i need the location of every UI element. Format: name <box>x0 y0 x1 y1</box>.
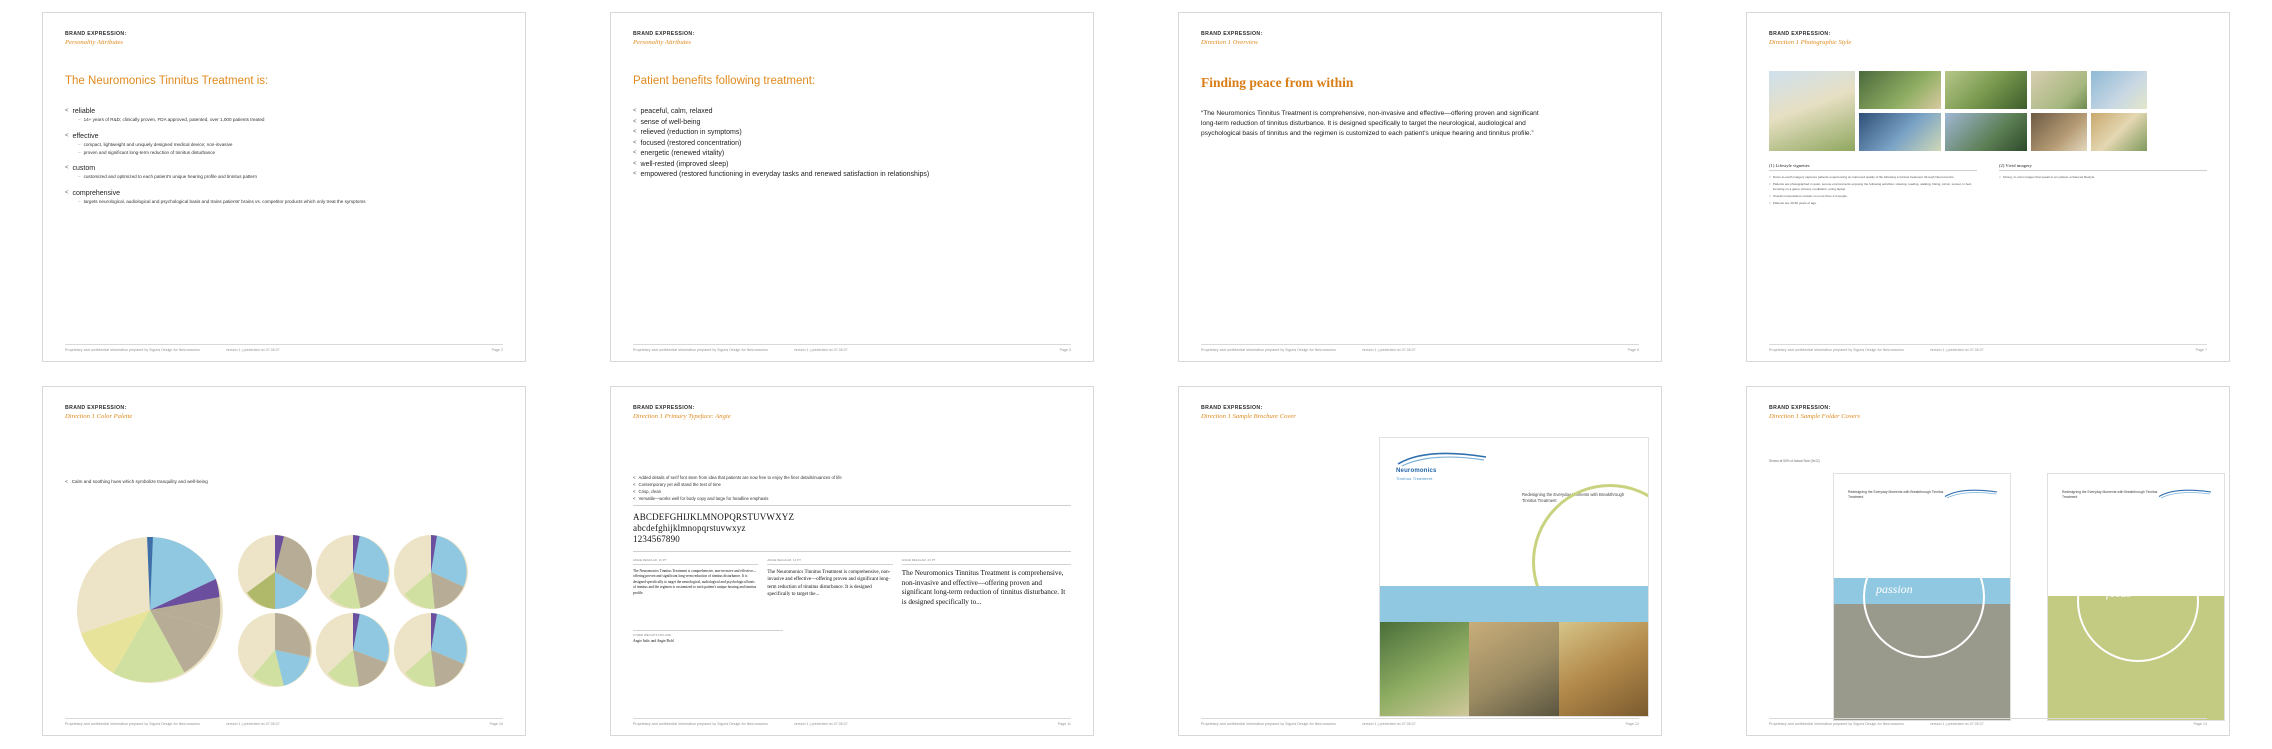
bullet-icon: < <box>633 160 637 167</box>
slide-page <box>1178 12 1662 362</box>
attribute-sub: – customized and optimized to each patient's unique hearing profile and tinnitus pattern <box>78 174 258 180</box>
attribute-group <box>65 165 501 181</box>
brand-label: BRAND EXPRESSION: <box>1201 405 1263 411</box>
slide-sample-brochure-cover[interactable] <box>1136 374 1704 748</box>
photo-thumbnail <box>1859 71 1941 109</box>
slide-footer <box>1201 718 1639 726</box>
folder-tagline: Redesigning the Everyday Moments with Breakthrough Tinnitus Treatment <box>1848 490 1944 500</box>
slide-page <box>610 12 1094 362</box>
section-label: Direction 1 Photographic Style <box>1769 39 1852 46</box>
decorative-circle <box>1863 536 1985 658</box>
bullet-icon: < <box>633 139 637 146</box>
benefit-item: < relieved (reduction in symptoms) <box>633 129 742 136</box>
photo-thumbnail <box>2091 113 2147 151</box>
photo-thumbnail <box>2091 71 2147 109</box>
brand-label: BRAND EXPRESSION: <box>65 405 127 411</box>
slide-page <box>1746 386 2230 736</box>
page-number: Page 12 <box>1625 722 1639 726</box>
slide-page <box>1178 386 1662 736</box>
pie-chart-variant-2 <box>316 535 390 609</box>
caption-column-lifestyle <box>1769 163 1977 208</box>
pie-chart-variant-6 <box>394 613 468 687</box>
sample-text: The Neuromonics Tinnitus Treatment is comprehensive, non-invasive and effective—offering proven and significant long-term reduction of tinnitus disturbance. It is designed specifically to target the neurological, audiological and psychological basis of tinnitus and the regimen is customized to each patient's unique hearing and tinnitus profile. <box>633 569 757 595</box>
brand-label: BRAND EXPRESSION: <box>1769 31 1831 37</box>
page-title: The Neuromonics Tinnitus Treatment is: <box>65 75 269 87</box>
sample-column <box>902 559 1071 608</box>
page-number: Page 11 <box>1057 722 1071 726</box>
caption-row <box>1769 163 2207 208</box>
footer-version: version 1 | presented on 07.05.07 <box>793 348 848 352</box>
section-label: Personality Attributes <box>633 39 691 46</box>
slide-footer <box>1769 718 2207 726</box>
footer-version: version 1 | presented on 07.05.07 <box>1361 348 1416 352</box>
bullet-icon: < <box>65 108 69 114</box>
brochure-top <box>1380 438 1648 586</box>
photo-thumbnail <box>1859 113 1941 151</box>
attribute-group <box>65 108 501 124</box>
bullet-icon: < <box>65 165 69 172</box>
palette-pie-variant <box>394 613 468 687</box>
benefit-item: < well-rested (improved sleep) <box>633 160 729 168</box>
photo-thumbnail <box>2031 71 2087 109</box>
dash-icon: – <box>78 141 81 147</box>
page-title: Patient benefits following treatment: <box>633 75 816 87</box>
brochure-keyword: focus <box>1574 536 1610 555</box>
photo-grid <box>1769 71 2147 151</box>
slide-direction1-overview[interactable] <box>1136 0 1704 374</box>
decorative-circle <box>2077 540 2199 662</box>
slide-header <box>1769 31 1851 46</box>
caption-bullet: < Down-to-earth imagery captures patients experiencing an improved quality of life following a tinnitus treatment through Neuromonics. <box>1769 175 1955 179</box>
footer-version: version 1 | presented on 07.05.07 <box>225 348 280 352</box>
slide-header <box>1201 405 1296 420</box>
attribute-sub: – compact, lightweight and uniquely designed medical device; non-invasive <box>78 141 233 147</box>
footer-version: version 1 | presented on 07.05.07 <box>793 722 848 726</box>
photo-column <box>1945 71 2027 151</box>
caption-title: (2) Vivid imagery <box>1999 163 2207 171</box>
slide-personality-attributes-1[interactable] <box>0 0 568 374</box>
attribute-sub: – targets neurological, audiological and psychological basis and trains patients' brains vs. competitor products which only treat the symptoms <box>78 199 366 205</box>
slide-header <box>1201 31 1263 46</box>
footer-version: version 1 | presented on 07.05.07 <box>225 722 280 726</box>
slide-header <box>1769 405 1860 420</box>
slide-footer <box>633 718 1071 726</box>
benefit-item: < sense of well-being <box>633 118 701 126</box>
brand-label: BRAND EXPRESSION: <box>633 31 695 37</box>
specimen-numerals: 1234567890 <box>633 534 680 544</box>
brand-label: BRAND EXPRESSION: <box>65 31 127 37</box>
typeface-size-samples <box>633 559 1071 608</box>
footer-confidentiality: Proprietary and confidential information prepared by Siguris Design for Neuromonics <box>65 722 200 726</box>
palette-variants <box>238 535 468 687</box>
caption-bullet: < Patients are 40-60 years of age. <box>1769 201 1817 206</box>
photo-column <box>1769 71 1855 151</box>
slide-page <box>1746 12 2230 362</box>
footer-confidentiality: Proprietary and confidential information prepared by Siguris Design for Neuromonics <box>633 348 768 352</box>
footer-confidentiality: Proprietary and confidential information prepared by Siguris Design for Neuromonics <box>1769 348 1904 352</box>
slide-footer <box>65 718 503 726</box>
palette-pie-variant <box>238 613 312 687</box>
attribute-title: custom <box>72 165 96 173</box>
dash-icon: – <box>78 117 81 122</box>
benefit-list <box>633 108 1069 182</box>
sample-column <box>633 559 758 608</box>
footer-confidentiality: Proprietary and confidential information prepared by Siguris Design for Neuromonics <box>633 722 768 726</box>
attribute-item <box>65 190 501 197</box>
typeface-bullet: < Contemporary yet will stand the test of time <box>633 481 721 487</box>
palette-pie-variant <box>316 613 390 687</box>
bullet-icon: < <box>633 481 636 487</box>
footer-version: version 1 | presented on 07.05.07 <box>1929 348 1984 352</box>
attribute-item <box>65 108 501 115</box>
footer-version: version 1 | presented on 07.05.07 <box>1361 722 1416 726</box>
palette-pie-variant <box>238 535 312 609</box>
pie-chart-variant-5 <box>316 613 390 687</box>
folder-keyword: passion <box>1876 582 1913 596</box>
brochure-color-band <box>1380 586 1648 622</box>
photo-column <box>1859 71 1941 151</box>
section-label: Direction 1 Color Palette <box>65 413 133 420</box>
photo-thumbnail <box>1559 622 1648 716</box>
caption-column-vivid <box>1999 163 2207 208</box>
bullet-icon: < <box>65 132 69 139</box>
folder-cover-passion <box>1833 473 2011 721</box>
footer-confidentiality: Proprietary and confidential information prepared by Siguris Design for Neuromonics <box>1201 722 1336 726</box>
dash-icon: – <box>78 174 81 180</box>
sample-text: The Neuromonics Tinnitus Treatment is comprehensive, non-invasive and effective—offering proven and significant long-term reduction of tinnitus disturbance. It is designed specifically to... <box>901 569 1066 607</box>
bullet-icon: < <box>1769 201 1771 206</box>
palette-pie-variant <box>316 535 390 609</box>
overview-quote: “The Neuromonics Tinnitus Treatment is comprehensive, non-invasive and effective—offering proven and significant long-term reduction of tinnitus disturbance. It is designed specifically to target the neurological, audiological and psychological basis of tinnitus and the regimen is customized to each patient's unique hearing and tinnitus profile.” <box>1201 110 1539 138</box>
sample-text: The Neuromonics Tinnitus Treatment is comprehensive, non-invasive and effective—offering proven and significant long-term reduction of tinnitus disturbance. It is designed specifically to target the... <box>767 570 891 597</box>
typeface-rationale <box>633 475 1071 503</box>
bullet-icon: < <box>633 108 637 114</box>
benefit-item: < empowered (restored functioning in everyday tasks and renewed satisfaction in relationships) <box>633 171 930 178</box>
slide-primary-typeface[interactable] <box>568 374 1136 748</box>
palette-note: < Calm and soothing hues which symbolize tranquility and well-being <box>65 479 208 484</box>
typeface-specimen <box>633 505 1071 552</box>
specimen-uppercase: ABCDEFGHIJKLMNOPQRSTUVWXYZ <box>633 512 795 522</box>
brand-label: BRAND EXPRESSION: <box>1769 405 1831 411</box>
bullet-icon: < <box>633 495 636 501</box>
dash-icon: – <box>78 149 81 155</box>
pie-chart-variant-1 <box>238 535 312 609</box>
pie-chart-main <box>77 537 223 683</box>
section-label: Direction 1 Sample Brochure Cover <box>1201 413 1296 420</box>
page-title: Finding peace from within <box>1201 75 1354 90</box>
photo-column <box>2091 71 2147 151</box>
specimen-lowercase: abcdefghijklmnopqrstuvwxyz <box>633 523 746 533</box>
slide-header <box>633 405 731 420</box>
slide-footer <box>633 344 1071 352</box>
slide-footer <box>1769 344 2207 352</box>
weights-value: Angie Italic and Angie Bold <box>633 639 674 643</box>
slide-color-palette[interactable] <box>0 374 568 748</box>
footer-confidentiality: Proprietary and confidential information prepared by Siguris Design for Neuromonics <box>65 348 200 352</box>
bullet-icon: < <box>1769 193 1771 198</box>
attribute-sub: – proven and significant long-term reduction of tinnitus disturbance <box>78 149 216 155</box>
palette-pie-main <box>77 537 223 688</box>
bullet-icon: < <box>633 129 637 135</box>
typeface-bullet: < Crisp, clean <box>633 488 662 494</box>
typeface-weights <box>633 630 783 643</box>
slide-header <box>65 31 127 46</box>
photo-thumbnail <box>1380 622 1469 716</box>
footer-version: version 1 | presented on 07.05.07 <box>1929 722 1984 726</box>
photo-thumbnail <box>1469 622 1558 716</box>
neuromonics-logo-icon <box>1944 488 1998 499</box>
attribute-sub: – 14+ years of R&D; clinically proven, FDA approved, patented, over 1,000 patients treated <box>78 117 265 122</box>
typeface-bullet: < Versatile—works well for body copy and large for headline emphasis <box>633 495 769 501</box>
typeface-bullet: < Added details of serif font stem from idea that patients are now free to enjoy the finer details/nuances of life <box>633 475 842 480</box>
bullet-icon: < <box>65 479 68 484</box>
weights-label: OTHER WEIGHTS INCLUDE <box>633 634 672 637</box>
photo-thumbnail <box>1945 113 2027 151</box>
caption-bullet: < Strong, in-color images that speak to an upbeat, enhanced lifestyle. <box>1999 175 2096 179</box>
brochure-cover-mockup <box>1379 437 1649 717</box>
brochure-photo-strip <box>1380 622 1648 716</box>
section-label: Direction 1 Overview <box>1201 39 1258 46</box>
folder-keyword: focus <box>2106 586 2132 600</box>
page-number: Page 13 <box>2193 722 2207 726</box>
pie-chart-variant-3 <box>394 535 468 609</box>
photo-column <box>2031 71 2087 151</box>
slide-footer <box>65 344 503 352</box>
page-number: Page 10 <box>489 722 503 726</box>
slide-page <box>610 386 1094 736</box>
brand-subtitle: Tinnitus Treatment <box>1396 476 1433 481</box>
palette-pie-variant <box>394 535 468 609</box>
attribute-item <box>65 133 501 140</box>
folder-mockups <box>1833 473 2225 721</box>
sample-label: ANGIE REGULAR, 14 PT <box>767 559 892 565</box>
neuromonics-logo-icon <box>2158 488 2212 499</box>
page-number: Page 2 <box>491 348 503 352</box>
benefit-item: < energetic (renewed vitality) <box>633 150 725 157</box>
slide-sample-folder-covers[interactable] <box>1704 374 2272 748</box>
slide-photographic-style[interactable] <box>1704 0 2272 374</box>
photo-thumbnail <box>1945 71 2027 109</box>
page-number: Page 3 <box>1059 348 1071 352</box>
brand-label: BRAND EXPRESSION: <box>633 405 695 411</box>
caption-bullet: < Overall compositions contain no more than 1-3 people. <box>1769 193 1848 198</box>
attribute-group <box>65 133 501 157</box>
attribute-group <box>65 190 501 206</box>
photo-thumbnail <box>2031 113 2087 151</box>
footer-confidentiality: Proprietary and confidential information prepared by Siguris Design for Neuromonics <box>1201 348 1336 352</box>
sample-label: ANGIE REGULAR, 10 PT <box>633 559 758 565</box>
bullet-icon: < <box>1999 175 2001 179</box>
folder-cover-focus <box>2047 473 2225 721</box>
section-label: Direction 1 Sample Folder Covers <box>1769 413 1860 420</box>
slide-page <box>42 386 526 736</box>
benefit-item: < peaceful, calm, relaxed <box>633 108 713 115</box>
page-number: Page 6 <box>1627 348 1639 352</box>
caption-title: (1) Lifestyle vignettes <box>1769 163 1977 171</box>
attribute-item <box>65 165 501 172</box>
page-number: Page 7 <box>2195 348 2207 352</box>
slide-patient-benefits[interactable] <box>568 0 1136 374</box>
section-label: Direction 1 Primary Typeface: Angie <box>633 413 731 420</box>
brand-name: Neuromonics <box>1396 468 1437 474</box>
sample-label: ANGIE REGULAR, 20 PT <box>902 559 1071 565</box>
sample-column <box>767 559 892 608</box>
bullet-icon: < <box>633 488 636 494</box>
bullet-icon: < <box>633 475 636 480</box>
scale-note: Shown at 50% of Actual Size (9x12) <box>1769 459 1820 463</box>
slide-footer <box>1201 344 1639 352</box>
section-label: Personality Attributes <box>65 39 123 46</box>
footer-confidentiality: Proprietary and confidential information prepared by Siguris Design for Neuromonics <box>1769 722 1904 726</box>
bullet-icon: < <box>1769 175 1771 179</box>
attribute-title: comprehensive <box>72 190 120 198</box>
slide-header <box>633 31 695 46</box>
folder-tagline: Redesigning the Everyday Moments with Breakthrough Tinnitus Treatment <box>2062 490 2158 500</box>
attribute-title: effective <box>72 132 99 140</box>
attribute-title: reliable <box>72 108 96 115</box>
bullet-icon: < <box>633 118 637 125</box>
bullet-icon: < <box>633 150 637 156</box>
neuromonics-logo-icon <box>1396 450 1488 468</box>
brochure-tagline: Redesigning the Everyday Moments with Breakthrough Tinnitus Treatment <box>1522 492 1625 504</box>
bullet-icon: < <box>65 190 69 197</box>
bullet-icon: < <box>633 171 637 177</box>
benefit-item: < focused (restored concentration) <box>633 139 742 147</box>
attribute-list <box>65 108 501 215</box>
slide-header <box>65 405 132 420</box>
photo-thumbnail <box>1769 71 1855 151</box>
brand-label: BRAND EXPRESSION: <box>1201 31 1263 37</box>
bullet-icon: < <box>1769 182 1771 187</box>
slide-page <box>42 12 526 362</box>
caption-bullet: < Patients are photographed in quiet, serene environments enjoying the following activities: relaxing, reading, walking, hiking, picnic, sunset, in bed, focusing on a game (chess), meditation, using laptop. <box>1769 182 1972 191</box>
dash-icon: – <box>78 199 81 205</box>
pie-chart-variant-4 <box>238 613 312 687</box>
